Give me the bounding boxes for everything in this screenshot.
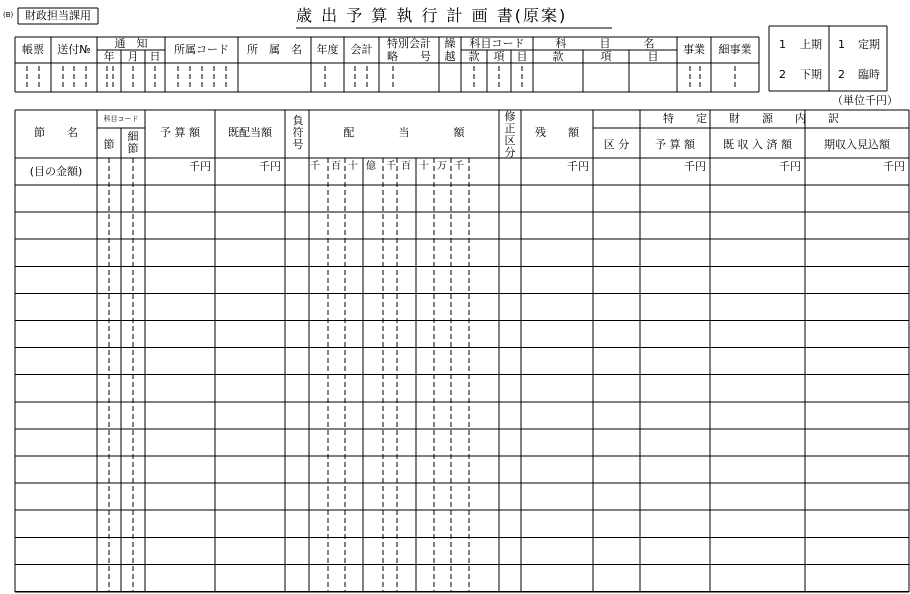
period-1b-label: 定期 <box>858 38 880 51</box>
period-1a-num: 1 <box>779 38 786 51</box>
hdr-dept-name: 所 属 名 <box>247 43 302 56</box>
col-special-source: 特 定 財 源 内 訳 <box>663 112 839 125</box>
unit-balance: 千円 <box>567 160 589 173</box>
unit-sp-budget: 千円 <box>684 160 706 173</box>
hdr-dept-code: 所属コード <box>174 43 229 56</box>
allocation-digit-8: 千 <box>454 161 464 172</box>
first-row-label: (目の金額) <box>29 165 83 178</box>
period-2b-num: 2 <box>838 68 845 81</box>
page-title <box>296 6 567 26</box>
unit-note: （単位千円） <box>832 94 898 107</box>
corner-mark: (B) <box>3 11 14 19</box>
allocation-digit-5: 百 <box>401 161 411 172</box>
title-main: 歳 出 予 算 執 行 計 画 書 <box>296 6 515 25</box>
period-2a-label: 下期 <box>800 68 822 81</box>
hdr-item-kan: 款 <box>552 50 564 63</box>
col-allocation: 配 当 額 <box>343 126 465 139</box>
col-setsu: 節 <box>103 138 115 151</box>
hdr-special-account-a: 特別会計 <box>387 37 431 50</box>
period-1b-num: 1 <box>838 38 845 51</box>
hdr-ledger: 帳票 <box>22 43 44 56</box>
allocation-digit-7: 万 <box>437 161 447 172</box>
period-2a-num: 2 <box>779 68 786 81</box>
hdr-day: 日 <box>149 50 161 63</box>
col-item-code: 科目コード <box>103 115 139 123</box>
hdr-carryover-b: 越 <box>444 50 456 63</box>
col-section-name: 節 名 <box>34 126 78 139</box>
period-2b-label: 臨時 <box>858 68 880 81</box>
unit-allocated: 千円 <box>259 160 281 173</box>
hdr-kan: 款 <box>468 50 480 63</box>
hdr-account: 会計 <box>350 43 373 56</box>
allocation-digit-2: 十 <box>348 161 358 172</box>
hdr-month: 月 <box>127 50 139 63</box>
stamp-label: 財政担当課用 <box>25 9 91 22</box>
col-revision: 修正区分 <box>504 110 516 159</box>
col-category: 区 分 <box>603 138 630 151</box>
col-budget: 予 算 額 <box>160 126 200 139</box>
allocation-digit-3: 億 <box>366 161 376 172</box>
col-received: 既 収 入 済 額 <box>723 138 792 151</box>
title-suffix: (原案) <box>514 6 568 25</box>
allocation-digit-1: 百 <box>331 161 341 172</box>
period-1a-label: 上期 <box>800 38 822 51</box>
unit-budget: 千円 <box>189 160 211 173</box>
allocation-digit-0: 千 <box>310 161 320 172</box>
hdr-year: 年 <box>103 50 115 63</box>
col-negative: 負符号 <box>292 114 304 151</box>
hdr-item-kou: 項 <box>600 50 612 63</box>
hdr-special-account-b: 略 号 <box>387 50 431 63</box>
hdr-notice: 通 知 <box>114 37 148 50</box>
unit-received: 千円 <box>779 160 801 173</box>
hdr-project: 事業 <box>683 43 705 56</box>
hdr-sub-project: 細事業 <box>718 43 752 56</box>
hdr-kou: 項 <box>493 50 505 63</box>
hdr-item-code: 科目コード <box>469 37 525 50</box>
hdr-item-moku: 目 <box>647 50 659 63</box>
col-balance: 残 額 <box>535 126 579 139</box>
col-allocated: 既配当額 <box>228 126 272 139</box>
col-sub-setsu: 細節 <box>127 130 139 155</box>
hdr-moku: 目 <box>516 50 528 63</box>
col-expected: 期収入見込額 <box>824 138 890 151</box>
allocation-digit-6: 十 <box>419 161 429 172</box>
hdr-item-name: 科 目 名 <box>555 37 655 50</box>
allocation-digit-4: 千 <box>386 161 396 172</box>
unit-expected: 千円 <box>883 160 905 173</box>
col-sp-budget: 予 算 額 <box>655 138 695 151</box>
hdr-carryover-a: 繰 <box>444 37 456 50</box>
hdr-send-no: 送付№ <box>57 43 91 56</box>
hdr-fiscal-year: 年度 <box>316 43 339 56</box>
